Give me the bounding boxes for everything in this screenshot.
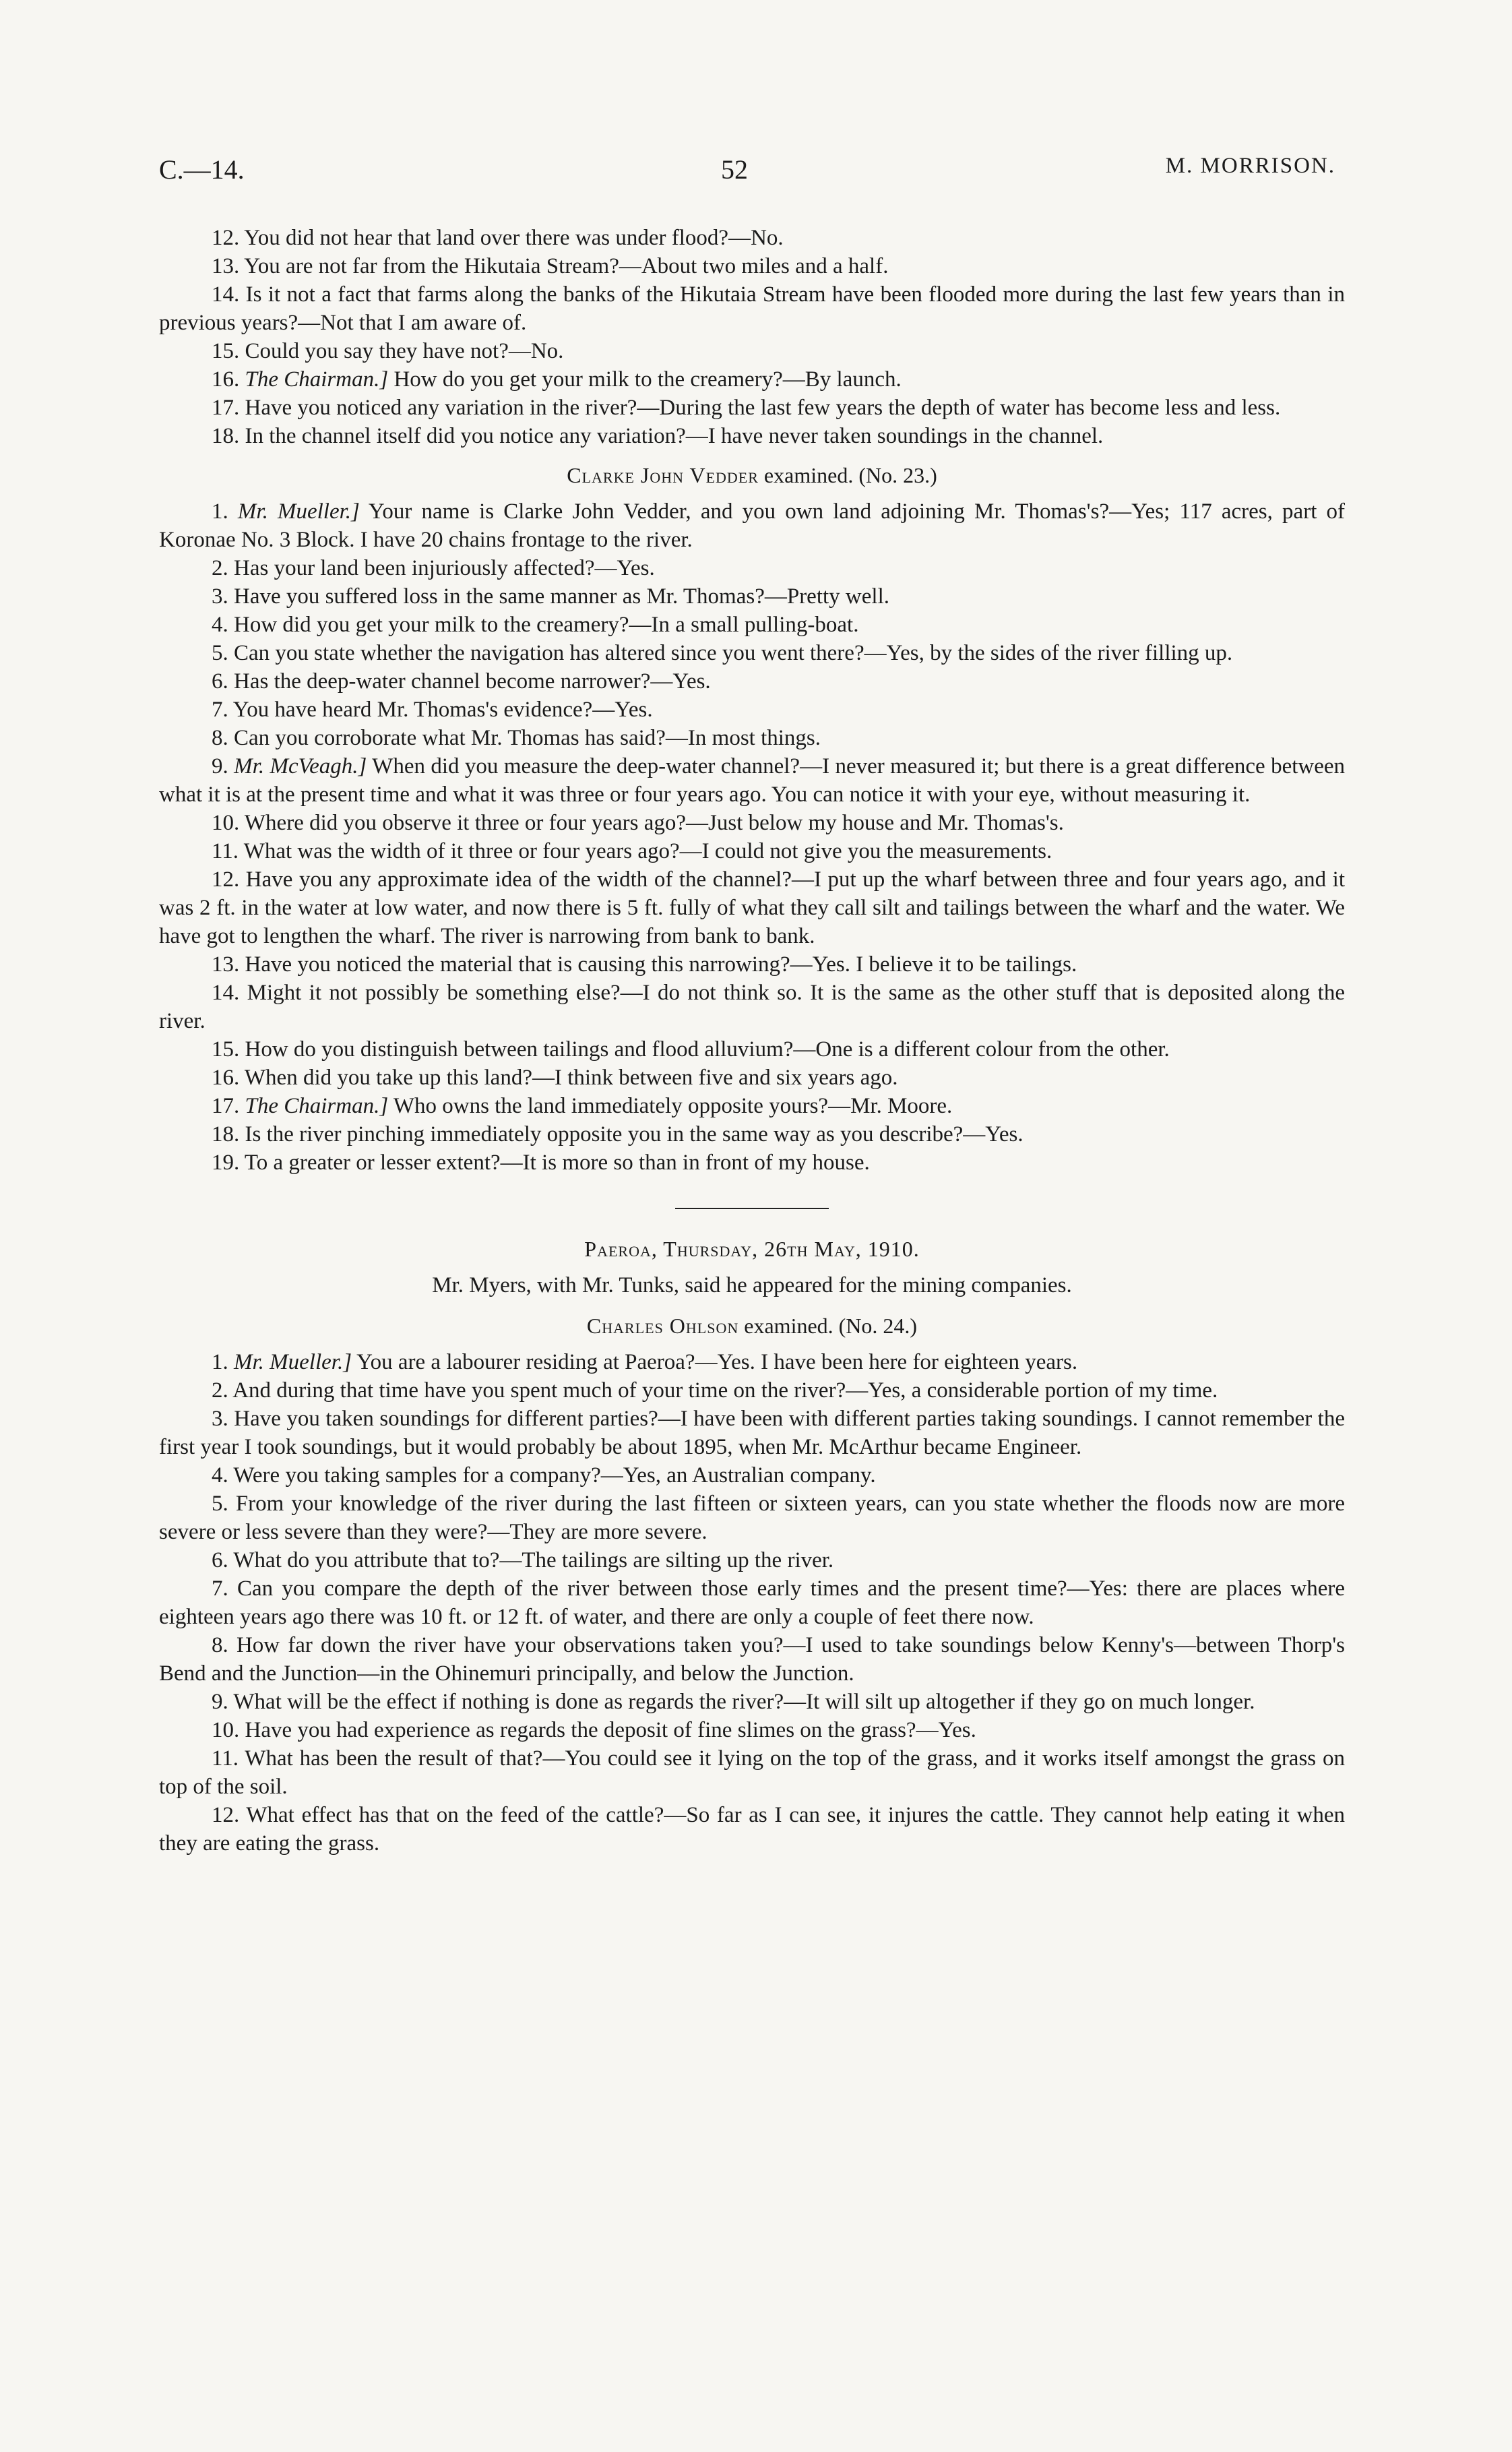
question-paragraph <box>159 1148 1345 1177</box>
question-paragraph <box>159 337 1345 365</box>
section-divider <box>675 1208 829 1209</box>
question-paragraph <box>159 422 1345 450</box>
question-paragraph <box>159 1120 1345 1148</box>
question-number: 11. <box>212 839 239 863</box>
question-paragraph <box>159 224 1345 252</box>
question-text: Can you corroborate what Mr. Thomas has said?—In most things. <box>234 726 821 750</box>
question-number: 8. <box>212 1633 228 1657</box>
speaker-label: Mr. Mueller.] <box>237 499 360 524</box>
question-text: Is the river pinching immediately opposite you in the same way as you describe?—Yes. <box>245 1122 1023 1146</box>
question-number: 12. <box>212 226 240 250</box>
question-text: Have you suffered loss in the same manner as Mr. Thomas?—Pretty well. <box>234 584 889 609</box>
question-number: 5. <box>212 1492 228 1516</box>
question-text: And during that time have you spent much of your time on the river?—Yes, a considerable portion of my time. <box>232 1378 1218 1403</box>
question-paragraph <box>159 1405 1345 1461</box>
question-text: When did you measure the deep-water channel?—I never measured it; but there is a great difference between what it is at the present time and what it was three or four years ago. You can notice it with your eye, without measuring it. <box>159 754 1346 807</box>
question-paragraph <box>159 497 1345 554</box>
question-text: What was the width of it three or four years ago?—I could not give you the measurements. <box>243 839 1052 863</box>
question-number: 15. <box>212 1037 240 1062</box>
question-text: Who owns the land immediately opposite yours?—Mr. Moore. <box>393 1094 953 1118</box>
question-number: 4. <box>212 1463 228 1488</box>
question-number: 14. <box>212 981 240 1005</box>
witness-name: Charles Ohlson <box>586 1314 739 1338</box>
witness-suffix: examined. (No. 24.) <box>744 1314 918 1338</box>
question-text: Have you noticed any variation in the river?—During the last few years the depth of water has become less and less. <box>245 396 1281 420</box>
question-text: Can you state whether the navigation has altered since you went there?—Yes, by the sides of the river filling up. <box>234 641 1233 665</box>
question-paragraph <box>159 837 1345 865</box>
question-text: To a greater or lesser extent?—It is more so than in front of my house. <box>244 1151 870 1175</box>
section-morrison-continued <box>159 224 1345 450</box>
question-number: 9. <box>212 754 228 778</box>
question-text: What will be the effect if nothing is done as regards the river?—It will silt up altogether if they go on much longer. <box>233 1690 1255 1714</box>
question-text: How did you get your milk to the creamery?—In a small pulling-boat. <box>234 613 859 637</box>
question-paragraph <box>159 554 1345 582</box>
question-paragraph <box>159 1801 1345 1858</box>
question-text: You are not far from the Hikutaia Stream?—About two miles and a half. <box>244 254 889 278</box>
question-text: Have you noticed the material that is causing this narrowing?—Yes. I believe it to be tailings. <box>245 952 1077 977</box>
question-text: Is it not a fact that farms along the banks of the Hikutaia Stream have been flooded more during the last few years than in previous years?—Not that I am aware of. <box>159 282 1345 335</box>
question-number: 3. <box>212 1407 228 1431</box>
question-text: Has your land been injuriously affected?—Yes. <box>234 556 655 580</box>
question-paragraph <box>159 865 1345 950</box>
question-text: You are a labourer residing at Paeroa?—Yes. I have been here for eighteen years. <box>356 1350 1078 1374</box>
question-number: 12. <box>212 1803 240 1827</box>
question-text: How do you distinguish between tailings and flood alluvium?—One is a different colour from the other. <box>245 1037 1170 1062</box>
question-text: What effect has that on the feed of the cattle?—So far as I can see, it injures the cattle. They cannot help eating it when they are eating the grass. <box>159 1803 1345 1856</box>
question-number: 5. <box>212 641 228 665</box>
question-text: When did you take up this land?—I think between five and six years ago. <box>244 1066 898 1090</box>
session-intro: Mr. Myers, with Mr. Tunks, said he appeared for the mining companies. <box>432 1273 1072 1297</box>
report-code: C.—14. <box>159 154 245 185</box>
question-text: Might it not possibly be something else?—I do not think so. It is the same as the other stuff that is deposited along the river. <box>159 981 1345 1033</box>
question-text: How do you get your milk to the creamery?—By launch. <box>393 367 902 392</box>
question-number: 17. <box>212 396 240 420</box>
witness-heading-vedder <box>159 461 1345 489</box>
question-text: You have heard Mr. Thomas's evidence?—Yes. <box>232 698 653 722</box>
text-column <box>159 224 1345 1858</box>
question-number: 9. <box>212 1690 228 1714</box>
witness-name: Clarke John Vedder <box>567 463 759 487</box>
question-paragraph <box>159 1744 1345 1801</box>
question-text: From your knowledge of the river during the last fifteen or sixteen years, can you state whether the floods now are more severe or less severe than they were?—They are more severe. <box>159 1492 1345 1544</box>
question-number: 1. <box>212 499 228 524</box>
question-number: 13. <box>212 254 240 278</box>
question-paragraph <box>159 696 1345 724</box>
question-number: 6. <box>212 669 228 694</box>
speaker-label: The Chairman.] <box>245 367 389 392</box>
question-paragraph <box>159 252 1345 280</box>
question-text: In the channel itself did you notice any variation?—I have never taken soundings in the channel. <box>245 424 1104 448</box>
question-paragraph <box>159 667 1345 696</box>
question-text: Where did you observe it three or four years ago?—Just below my house and Mr. Thomas's. <box>244 811 1064 835</box>
question-text: Have you had experience as regards the deposit of fine slimes on the grass?—Yes. <box>245 1718 976 1742</box>
question-number: 4. <box>212 613 228 637</box>
question-text: Your name is Clarke John Vedder, and you own land adjoining Mr. Thomas's?—Yes; 117 acres, part of Koronae No. 3 Block. I have 20 chains frontage to the river. <box>159 499 1345 552</box>
page-number: 52 <box>721 154 748 185</box>
question-number: 2. <box>212 1378 228 1403</box>
question-text: Have you any approximate idea of the width of the channel?—I put up the wharf between three and four years ago, and it was 2 ft. in the water at low water, and now there is 5 ft. fully of what they call silt and tailings between the wharf and the water. We have got to lengthen the wharf. The river is narrowing from bank to bank. <box>159 867 1345 948</box>
question-number: 15. <box>212 339 240 363</box>
question-paragraph <box>159 1035 1345 1064</box>
question-paragraph <box>159 582 1345 611</box>
question-paragraph <box>159 724 1345 752</box>
question-number: 7. <box>212 698 228 722</box>
question-paragraph <box>159 365 1345 394</box>
question-text: Has the deep-water channel become narrower?—Yes. <box>234 669 711 694</box>
question-paragraph <box>159 1688 1345 1716</box>
question-paragraph <box>159 1461 1345 1490</box>
question-paragraph <box>159 611 1345 639</box>
question-paragraph <box>159 1490 1345 1546</box>
question-paragraph <box>159 1716 1345 1744</box>
session-date: Paeroa, Thursday, 26th May, 1910. <box>584 1237 920 1261</box>
question-number: 18. <box>212 424 240 448</box>
session-heading <box>159 1235 1345 1263</box>
witness-heading-ohlson <box>159 1312 1345 1340</box>
question-paragraph <box>159 280 1345 337</box>
speaker-label: The Chairman.] <box>245 1094 389 1118</box>
question-paragraph <box>159 1376 1345 1405</box>
question-number: 18. <box>212 1122 240 1146</box>
question-text: Can you compare the depth of the river between those early times and the present time?—Yes: there are places where eighteen years ago there was 10 ft. or 12 ft. of water, and there are only a couple of feet there now. <box>159 1576 1346 1629</box>
speaker-label: Mr. McVeagh.] <box>234 754 367 778</box>
question-paragraph <box>159 1064 1345 1092</box>
section-vedder <box>159 497 1345 1177</box>
question-number: 6. <box>212 1548 228 1572</box>
question-number: 13. <box>212 952 240 977</box>
question-paragraph <box>159 1631 1345 1688</box>
question-number: 11. <box>212 1746 239 1771</box>
question-text: Were you taking samples for a company?—Yes, an Australian company. <box>233 1463 876 1488</box>
question-paragraph <box>159 979 1345 1035</box>
question-number: 3. <box>212 584 228 609</box>
question-number: 8. <box>212 726 228 750</box>
question-number: 16. <box>212 1066 240 1090</box>
question-number: 16. <box>212 367 240 392</box>
question-paragraph <box>159 1092 1345 1120</box>
question-paragraph <box>159 752 1345 809</box>
question-paragraph <box>159 1348 1345 1376</box>
section-ohlson <box>159 1348 1345 1858</box>
question-number: 17. <box>212 1094 240 1118</box>
question-text: Could you say they have not?—No. <box>245 339 564 363</box>
question-paragraph <box>159 809 1345 837</box>
witness-running-head: M. MORRISON. <box>1165 154 1335 178</box>
question-paragraph <box>159 639 1345 667</box>
question-number: 10. <box>212 1718 240 1742</box>
question-number: 19. <box>212 1151 240 1175</box>
question-number: 1. <box>212 1350 228 1374</box>
question-text: What do you attribute that to?—The tailings are silting up the river. <box>233 1548 834 1572</box>
question-number: 7. <box>212 1576 228 1601</box>
question-text: You did not hear that land over there was under flood?—No. <box>244 226 784 250</box>
question-paragraph <box>159 1546 1345 1574</box>
question-number: 14. <box>212 282 240 307</box>
question-text: Have you taken soundings for different parties?—I have been with different parties taking soundings. I cannot remember the first year I took soundings, but it would probably be about 1895, when Mr. McArthur became Engineer. <box>159 1407 1345 1459</box>
question-paragraph <box>159 1574 1345 1631</box>
question-paragraph <box>159 950 1345 979</box>
question-number: 10. <box>212 811 240 835</box>
question-number: 12. <box>212 867 240 892</box>
question-paragraph <box>159 394 1345 422</box>
question-text: What has been the result of that?—You could see it lying on the top of the grass, and it works itself amongst the grass on top of the soil. <box>159 1746 1345 1799</box>
question-text: How far down the river have your observations taken you?—I used to take soundings below Kenny's—between Thorp's Bend and the Junction—in the Ohinemuri principally, and below the Junction. <box>159 1633 1345 1686</box>
witness-suffix: examined. (No. 23.) <box>763 463 937 487</box>
speaker-label: Mr. Mueller.] <box>234 1350 352 1374</box>
question-number: 2. <box>212 556 228 580</box>
